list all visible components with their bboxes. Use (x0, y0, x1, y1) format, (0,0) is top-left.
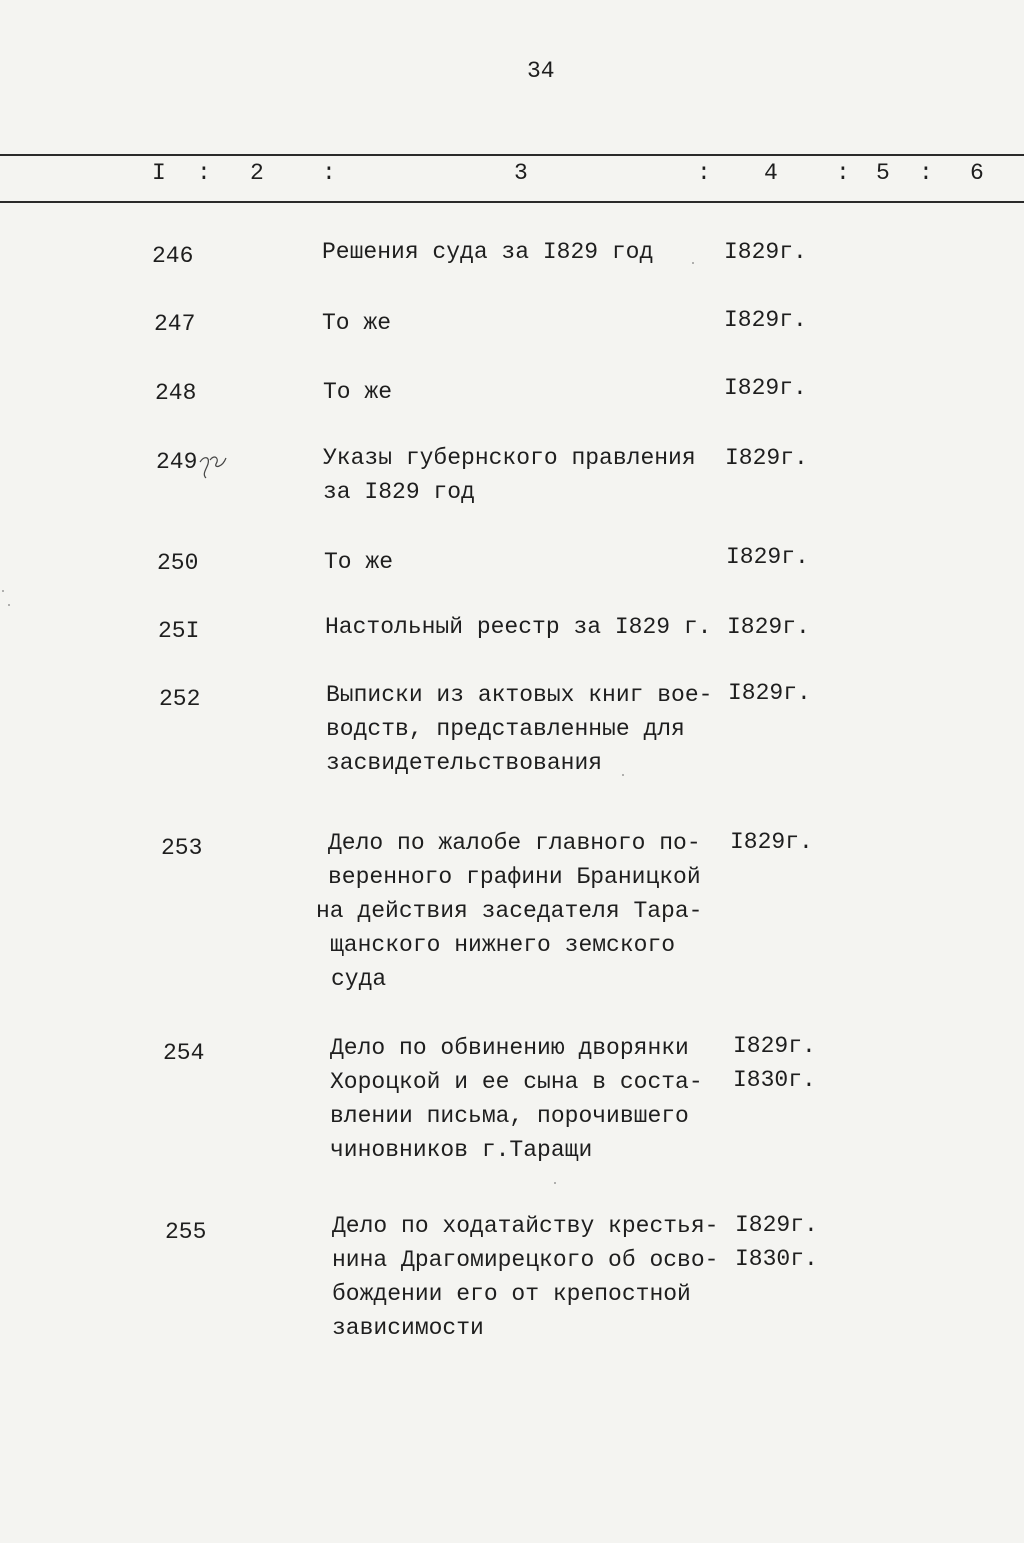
title-line: веренного графини Браницкой (328, 864, 701, 890)
column-header-6: 6 (970, 160, 984, 186)
title-line: Указы губернского правления (323, 445, 696, 471)
title-line: Настольный реестр за I829 г. (325, 614, 712, 640)
row-title (325, 610, 711, 644)
date-line: I830г. (733, 1067, 816, 1093)
title-line: Решения суда за I829 год (322, 239, 654, 265)
column-header-4: 4 (764, 160, 778, 186)
title-line: зависимости (332, 1315, 484, 1341)
row-number: 247 (154, 311, 196, 337)
column-header-3: 3 (514, 160, 528, 186)
row-number: 255 (165, 1219, 207, 1245)
date-line: I829г. (726, 544, 809, 570)
handwritten-mark-icon (196, 448, 232, 484)
header-rule-top (0, 154, 1024, 156)
date-line: I829г. (727, 614, 810, 640)
row-number: 246 (152, 243, 194, 269)
column-separator: : (197, 160, 211, 186)
row-dates (724, 371, 807, 405)
column-header-2: 2 (250, 160, 264, 186)
scan-speck (692, 262, 694, 264)
scan-speck (8, 604, 10, 606)
date-line: I830г. (735, 1246, 818, 1272)
row-number: 250 (157, 550, 199, 576)
scan-speck (622, 774, 624, 776)
row-dates (727, 610, 810, 644)
date-line: I829г. (733, 1033, 816, 1059)
row-dates (730, 825, 813, 859)
date-line: I829г. (730, 829, 813, 855)
row-dates (726, 540, 809, 574)
title-line: Дело по обвинению дворянки (330, 1035, 689, 1061)
row-number: 253 (161, 835, 203, 861)
row-dates (728, 676, 811, 710)
title-line: засвидетельствования (326, 750, 603, 776)
row-dates (735, 1208, 818, 1276)
title-line: То же (323, 379, 393, 405)
row-title (316, 826, 702, 996)
date-line: I829г. (735, 1212, 818, 1238)
row-number: 254 (163, 1040, 205, 1066)
title-line: влении письма, порочившего (330, 1103, 689, 1129)
title-line: бождении его от крепостной (332, 1281, 691, 1307)
column-separator: : (322, 160, 336, 186)
title-line: Дело по ходатайству крестья- (332, 1213, 719, 1239)
title-line: нина Драгомирецкого об осво- (332, 1247, 719, 1273)
column-header-1: I (152, 160, 166, 186)
column-separator: : (836, 160, 850, 186)
title-line: То же (324, 549, 394, 575)
row-title (330, 1031, 703, 1167)
title-line: водств, представленные для (326, 716, 685, 742)
row-title (332, 1209, 718, 1345)
row-title (323, 375, 392, 409)
row-number: 248 (155, 380, 197, 406)
row-title (324, 545, 393, 579)
title-line: То же (322, 310, 392, 336)
title-line: Выписки из актовых книг вое- (326, 682, 713, 708)
row-number: 25I (158, 618, 200, 644)
title-line: чиновников г.Таращи (330, 1137, 593, 1163)
row-number: 252 (159, 686, 201, 712)
row-dates (724, 235, 807, 269)
title-line: щанского нижнего земского (330, 932, 676, 958)
title-line: Дело по жалобе главного по- (328, 830, 701, 856)
date-line: I829г. (724, 375, 807, 401)
column-separator: : (919, 160, 933, 186)
row-title (326, 678, 712, 780)
row-dates (733, 1029, 816, 1097)
row-dates (724, 303, 807, 337)
title-line: суда (331, 966, 387, 992)
column-separator: : (697, 160, 711, 186)
row-title (322, 235, 653, 269)
row-number: 249 (156, 449, 198, 475)
scan-speck (554, 1182, 556, 1184)
date-line: I829г. (728, 680, 811, 706)
scan-speck (2, 590, 4, 592)
row-title (322, 306, 391, 340)
title-line: на действия заседателя Тара- (316, 898, 703, 924)
date-line: I829г. (724, 307, 807, 333)
header-rule-bottom (0, 201, 1024, 203)
title-line: Хороцкой и ее сына в соста- (330, 1069, 703, 1095)
title-line: за I829 год (323, 479, 475, 505)
row-dates (725, 441, 808, 475)
page-number: 34 (527, 58, 555, 84)
row-title (323, 441, 696, 509)
date-line: I829г. (724, 239, 807, 265)
column-header-5: 5 (876, 160, 890, 186)
date-line: I829г. (725, 445, 808, 471)
